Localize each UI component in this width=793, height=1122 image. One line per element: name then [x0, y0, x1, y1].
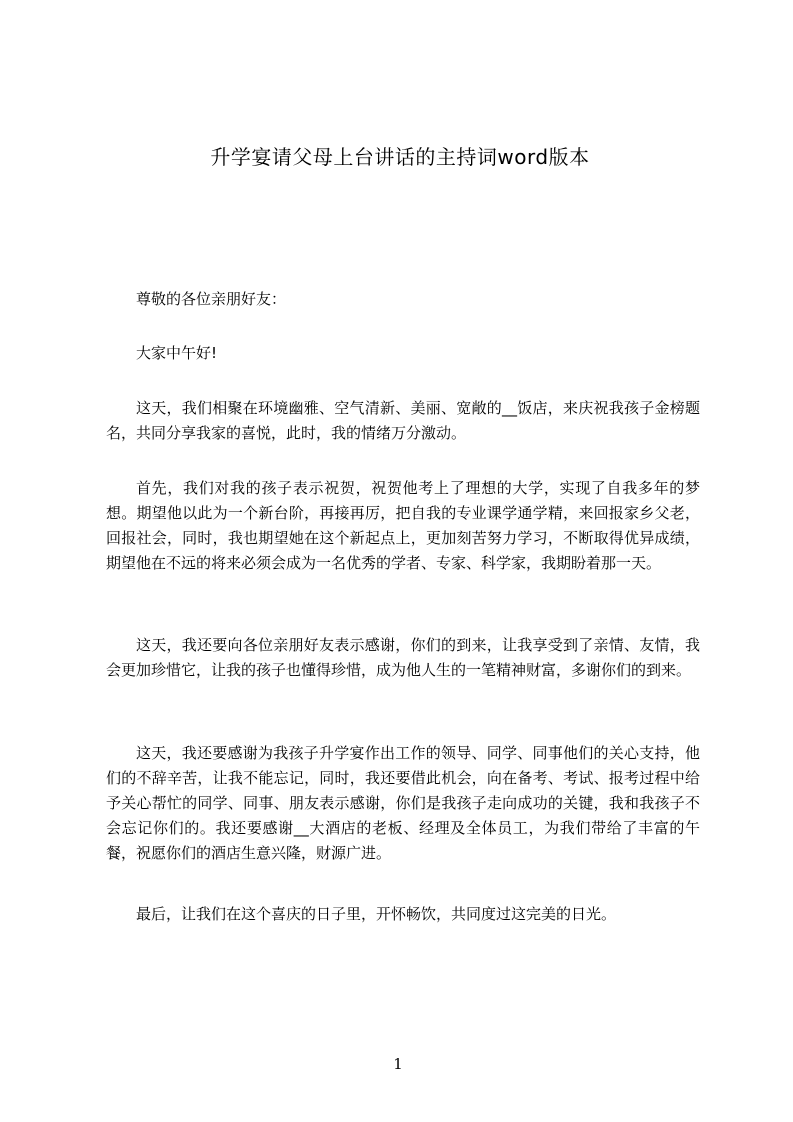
- page-number: 1: [393, 1055, 403, 1073]
- closing-paragraph: 最后，让我们在这个喜庆的日子里，开怀畅饮，共同度过这完美的日光。: [136, 905, 617, 923]
- body-paragraph-thanks-guests: 这天，我还要向各位亲朋好友表示感谢，你们的到来，让我享受到了亲情、友情，我会更加珍惜它，让我的孩子也懂得珍惜，成为他人生的一笔精神财富，多谢你们的到来。: [106, 636, 700, 679]
- body-paragraph-gathering: 这天，我们相聚在环境幽雅、空气清新、美丽、宽敞的__饭店，来庆祝我孩子金榜题名，共同分享我家的喜悦，此时，我的情绪万分激动。: [106, 399, 700, 442]
- body-paragraph-congratulations: 首先，我们对我的孩子表示祝贺，祝贺他考上了理想的大学，实现了自我多年的梦想。期望他以此为一个新台阶，再接再厉，把自我的专业课学通学精，来回报家乡父老，回报社会，同时，我也期望她在这个新起点上，更加刻苦努力学习，不断取得优异成绩，期望他在不远的将来必须会成为一名优秀的学者、专家、科学家，我期盼着那一天。: [106, 479, 700, 572]
- greeting-paragraph: 大家中午好!: [136, 344, 218, 362]
- body-paragraph-thanks-supporters: 这天，我还要感谢为我孩子升学宴作出工作的领导、同学、同事他们的关心支持，他们的不辞辛苦，让我不能忘记，同时，我还要借此机会，向在备考、考试、报考过程中给予关心帮忙的同学、同事、朋友表示感谢，你们是我孩子走向成功的关键，我和我孩子不会忘记你们的。我还要感谢__大酒店的老板、经理及全体员工，为我们带给了丰富的午餐，祝愿你们的酒店生意兴隆，财源广进。: [106, 744, 700, 862]
- document-title: 升学宴请父母上台讲话的主持词word版本: [210, 145, 590, 169]
- salutation-paragraph: 尊敬的各位亲朋好友：: [136, 290, 287, 308]
